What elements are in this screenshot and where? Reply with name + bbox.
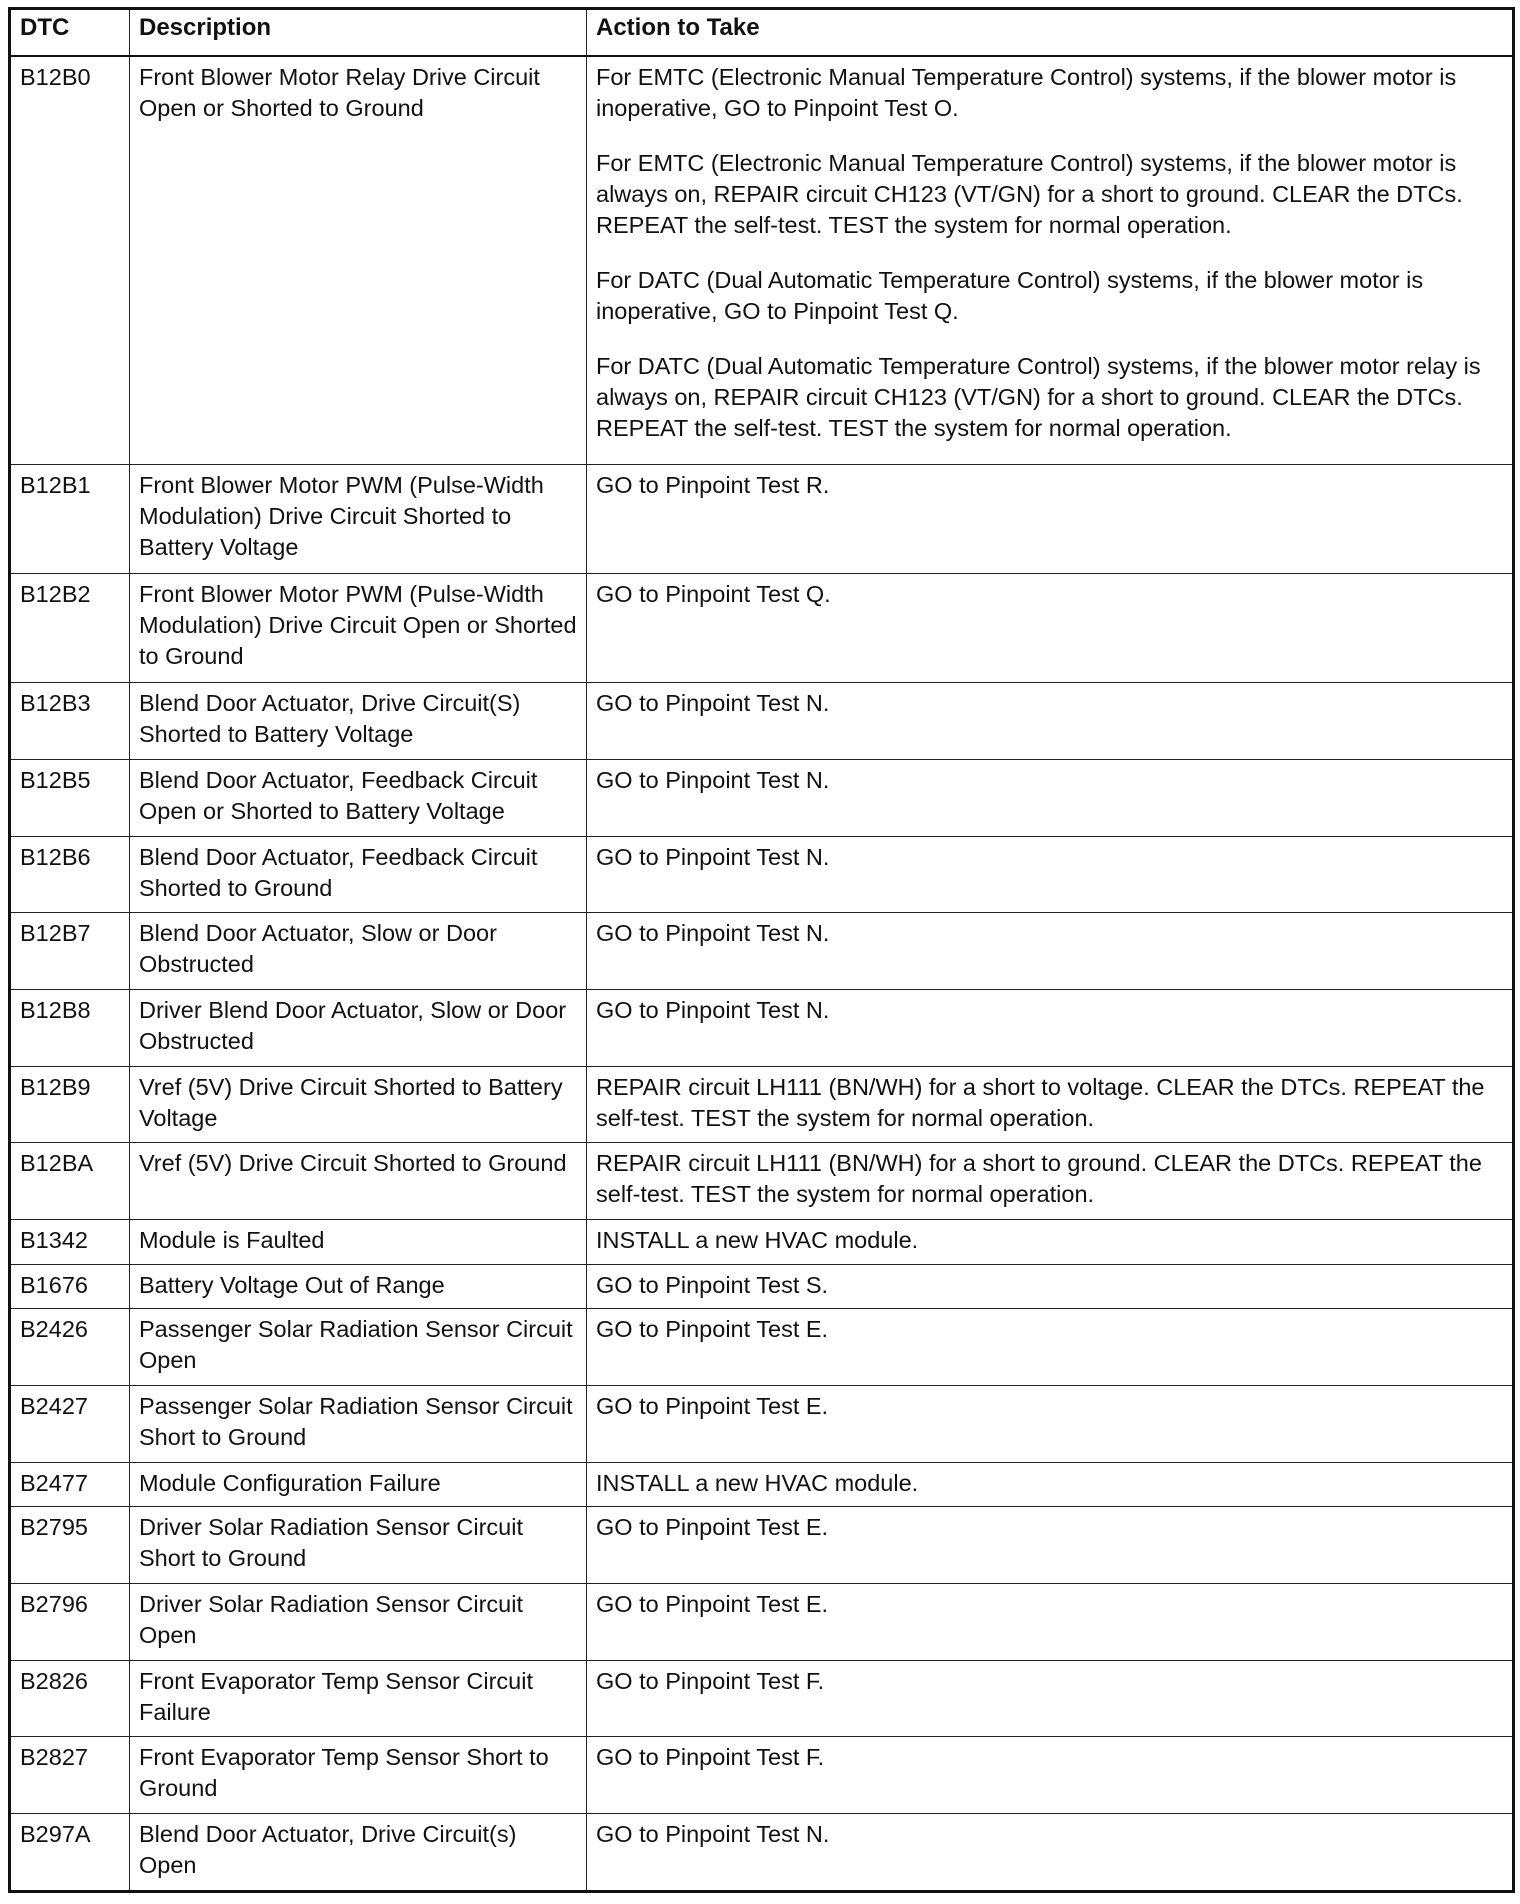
dtc-description: Blend Door Actuator, Feedback Circuit Open or Shorted to Battery Voltage — [130, 759, 587, 836]
dtc-code: B2426 — [10, 1309, 130, 1386]
action-paragraph: GO to Pinpoint Test N. — [596, 1821, 830, 1848]
dtc-table-container — [8, 7, 1512, 1893]
action-paragraph: GO to Pinpoint Test N. — [596, 766, 830, 793]
dtc-action — [587, 1507, 1514, 1584]
action-paragraph: GO to Pinpoint Test N. — [596, 996, 830, 1023]
table-row — [10, 1385, 1514, 1462]
action-paragraph: GO to Pinpoint Test F. — [596, 1667, 825, 1694]
dtc-description: Blend Door Actuator, Feedback Circuit Shorted to Ground — [130, 836, 587, 913]
dtc-code: B12B7 — [10, 913, 130, 990]
table-row — [10, 1264, 1514, 1309]
dtc-action — [587, 683, 1514, 760]
dtc-description: Front Blower Motor PWM (Pulse-Width Modulation) Drive Circuit Shorted to Battery Voltage — [130, 465, 587, 574]
table-row — [10, 465, 1514, 574]
dtc-description: Passenger Solar Radiation Sensor Circuit Open — [130, 1309, 587, 1386]
dtc-code: B2795 — [10, 1507, 130, 1584]
table-row — [10, 1660, 1514, 1737]
table-row — [10, 1583, 1514, 1660]
dtc-description: Battery Voltage Out of Range — [130, 1264, 587, 1309]
action-paragraph: GO to Pinpoint Test Q. — [596, 581, 831, 608]
dtc-action — [587, 1737, 1514, 1814]
dtc-action — [587, 1309, 1514, 1386]
dtc-description: Blend Door Actuator, Drive Circuit(S) Shorted to Battery Voltage — [130, 683, 587, 760]
dtc-code: B2796 — [10, 1583, 130, 1660]
dtc-action — [587, 574, 1514, 683]
table-row — [10, 1143, 1514, 1220]
dtc-code: B12B0 — [10, 56, 130, 465]
action-paragraph: GO to Pinpoint Test E. — [596, 1514, 829, 1541]
table-row — [10, 1220, 1514, 1265]
dtc-action — [587, 1462, 1514, 1507]
table-row — [10, 913, 1514, 990]
dtc-action — [587, 836, 1514, 913]
dtc-description: Blend Door Actuator, Slow or Door Obstructed — [130, 913, 587, 990]
table-row — [10, 836, 1514, 913]
table-row — [10, 1309, 1514, 1386]
dtc-code: B12B6 — [10, 836, 130, 913]
action-paragraph: GO to Pinpoint Test E. — [596, 1316, 829, 1343]
table-row — [10, 1507, 1514, 1584]
dtc-description: Passenger Solar Radiation Sensor Circuit Short to Ground — [130, 1385, 587, 1462]
action-paragraph: For EMTC (Electronic Manual Temperature Control) systems, if the blower motor is inoperative, GO to Pinpoint Test O. — [596, 64, 1457, 121]
action-paragraph: INSTALL a new HVAC module. — [596, 1227, 919, 1254]
header-description: Description — [130, 9, 587, 57]
dtc-description: Vref (5V) Drive Circuit Shorted to Battery Voltage — [130, 1066, 587, 1143]
action-paragraph: REPAIR circuit LH111 (BN/WH) for a short to voltage. CLEAR the DTCs. REPEAT the self-test. TEST the system for normal operation. — [596, 1073, 1485, 1131]
dtc-action — [587, 1814, 1514, 1892]
dtc-description: Driver Solar Radiation Sensor Circuit Open — [130, 1583, 587, 1660]
table-body — [10, 56, 1514, 1892]
dtc-description: Blend Door Actuator, Drive Circuit(s) Open — [130, 1814, 587, 1892]
dtc-action — [587, 1220, 1514, 1265]
dtc-description: Front Blower Motor PWM (Pulse-Width Modulation) Drive Circuit Open or Shorted to Ground — [130, 574, 587, 683]
dtc-description: Front Evaporator Temp Sensor Short to Ground — [130, 1737, 587, 1814]
dtc-code: B2427 — [10, 1385, 130, 1462]
table-row — [10, 989, 1514, 1066]
dtc-code: B2826 — [10, 1660, 130, 1737]
action-paragraph: GO to Pinpoint Test E. — [596, 1392, 829, 1419]
dtc-code: B297A — [10, 1814, 130, 1892]
dtc-description: Driver Blend Door Actuator, Slow or Door Obstructed — [130, 989, 587, 1066]
dtc-description: Front Blower Motor Relay Drive Circuit Open or Shorted to Ground — [130, 56, 587, 465]
action-paragraph: For DATC (Dual Automatic Temperature Control) systems, if the blower motor relay is always on, REPAIR circuit CH123 (VT/GN) for a short to ground. CLEAR the DTCs. REPEAT the self-test. TEST the system for normal operation. — [596, 353, 1481, 441]
header-action: Action to Take — [587, 9, 1514, 57]
dtc-action — [587, 465, 1514, 574]
table-row — [10, 1066, 1514, 1143]
action-paragraph: GO to Pinpoint Test R. — [596, 472, 830, 499]
table-row — [10, 683, 1514, 760]
action-paragraph: GO to Pinpoint Test N. — [596, 690, 830, 717]
dtc-code: B12B8 — [10, 989, 130, 1066]
dtc-code: B2477 — [10, 1462, 130, 1507]
table-row — [10, 759, 1514, 836]
dtc-code: B12B2 — [10, 574, 130, 683]
table-row — [10, 56, 1514, 465]
action-paragraph: GO to Pinpoint Test N. — [596, 843, 830, 870]
dtc-code: B12B3 — [10, 683, 130, 760]
dtc-action — [587, 759, 1514, 836]
dtc-action — [587, 1660, 1514, 1737]
action-paragraph: GO to Pinpoint Test F. — [596, 1744, 825, 1771]
dtc-code: B1342 — [10, 1220, 130, 1265]
dtc-code: B1676 — [10, 1264, 130, 1309]
table-row — [10, 1462, 1514, 1507]
dtc-table — [8, 7, 1515, 1893]
dtc-description: Vref (5V) Drive Circuit Shorted to Ground — [130, 1143, 587, 1220]
dtc-description: Front Evaporator Temp Sensor Circuit Failure — [130, 1660, 587, 1737]
header-dtc: DTC — [10, 9, 130, 57]
action-paragraph: GO to Pinpoint Test N. — [596, 920, 830, 947]
dtc-code: B12B5 — [10, 759, 130, 836]
action-paragraph: For EMTC (Electronic Manual Temperature Control) systems, if the blower motor is always on, REPAIR circuit CH123 (VT/GN) for a short to ground. CLEAR the DTCs. REPEAT the self-test. TEST the system for normal operation. — [596, 150, 1463, 238]
dtc-description: Driver Solar Radiation Sensor Circuit Short to Ground — [130, 1507, 587, 1584]
dtc-description: Module is Faulted — [130, 1220, 587, 1265]
dtc-action — [587, 989, 1514, 1066]
dtc-action — [587, 56, 1514, 465]
action-paragraph: REPAIR circuit LH111 (BN/WH) for a short to ground. CLEAR the DTCs. REPEAT the self-test. TEST the system for normal operation. — [596, 1150, 1482, 1208]
dtc-action — [587, 1066, 1514, 1143]
table-row — [10, 1737, 1514, 1814]
action-paragraph: GO to Pinpoint Test S. — [596, 1271, 829, 1298]
action-paragraph: INSTALL a new HVAC module. — [596, 1469, 919, 1496]
dtc-description: Module Configuration Failure — [130, 1462, 587, 1507]
dtc-code: B2827 — [10, 1737, 130, 1814]
table-row — [10, 1814, 1514, 1892]
dtc-code: B12BA — [10, 1143, 130, 1220]
dtc-action — [587, 1583, 1514, 1660]
dtc-code: B12B9 — [10, 1066, 130, 1143]
dtc-action — [587, 1264, 1514, 1309]
dtc-code: B12B1 — [10, 465, 130, 574]
dtc-action — [587, 913, 1514, 990]
dtc-action — [587, 1143, 1514, 1220]
action-paragraph: GO to Pinpoint Test E. — [596, 1590, 829, 1617]
table-header-row — [10, 9, 1514, 57]
table-row — [10, 574, 1514, 683]
action-paragraph: For DATC (Dual Automatic Temperature Control) systems, if the blower motor is inoperative, GO to Pinpoint Test Q. — [596, 267, 1424, 324]
dtc-action — [587, 1385, 1514, 1462]
